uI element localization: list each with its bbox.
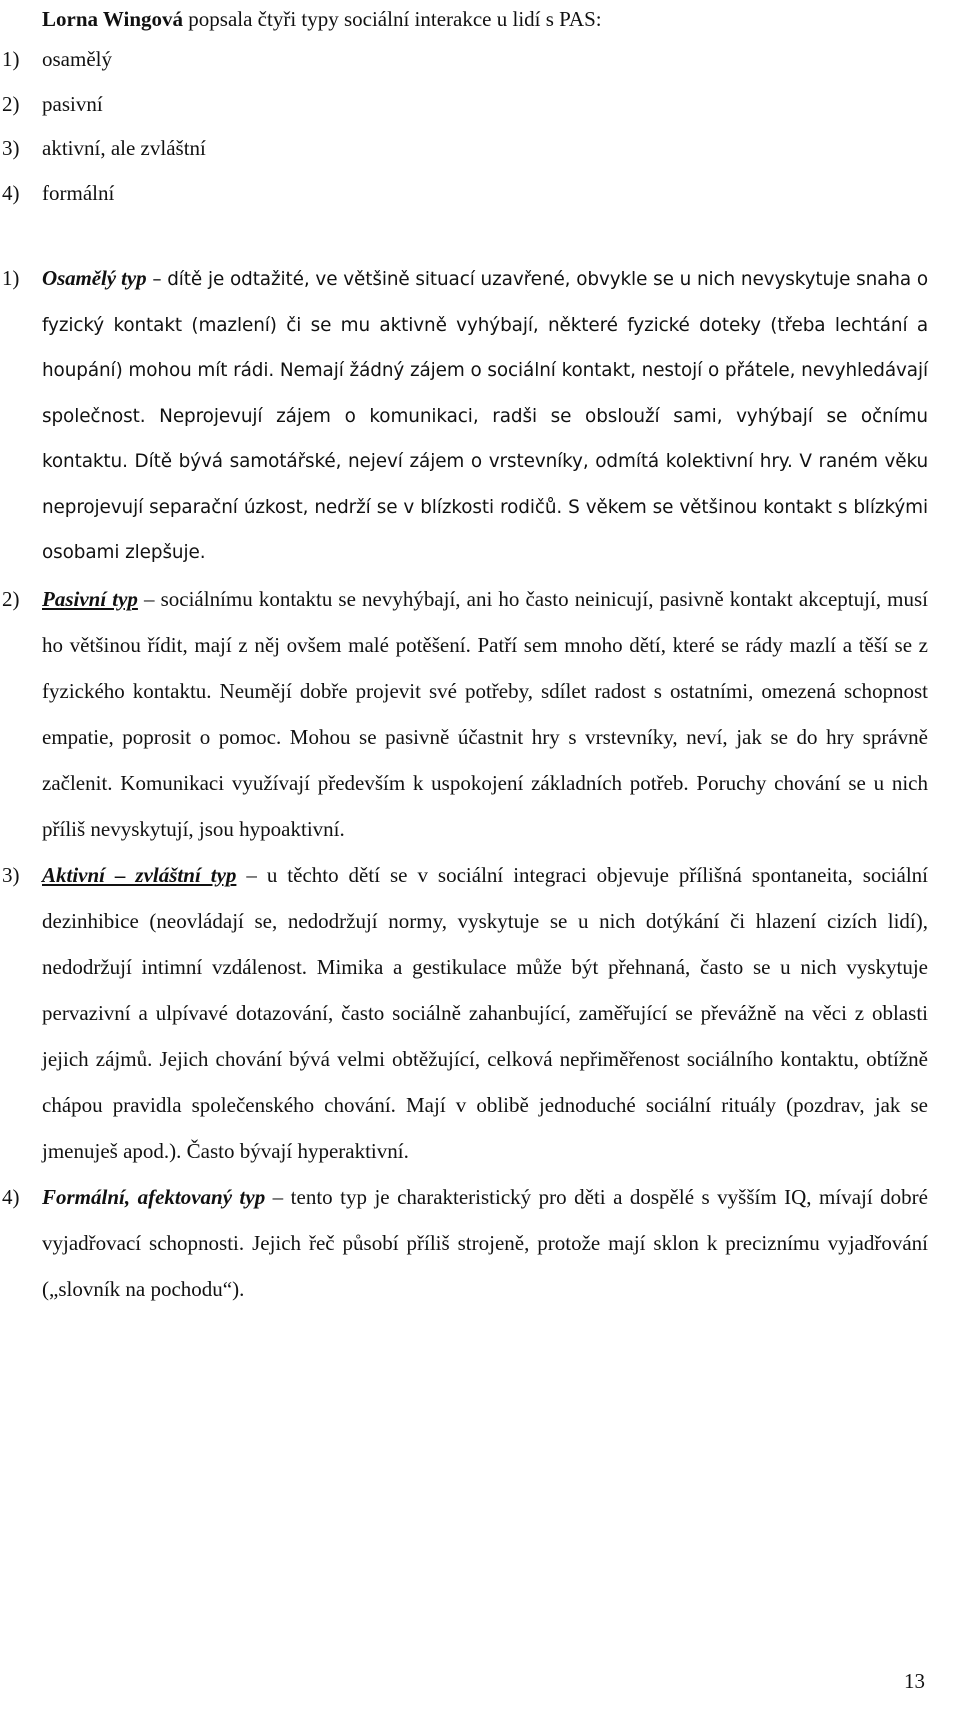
list-item — [2, 131, 206, 176]
list-item-label: pasivní — [42, 91, 103, 116]
types-list — [2, 42, 206, 220]
description-number: 4) — [2, 1184, 20, 1209]
description-number: 2) — [2, 586, 20, 611]
list-item — [2, 176, 206, 221]
list-item-number: 2) — [2, 91, 20, 116]
description-lonely-type — [0, 256, 928, 576]
description-passive-type — [0, 576, 928, 852]
description-active-odd-type — [0, 852, 928, 1174]
description-title: Formální, afektovaný typ — [42, 1184, 266, 1209]
list-item — [2, 87, 206, 132]
description-text: – sociálnímu kontaktu se nevyhýbají, ani ho často neinicují, pasivně kontakt akceptují, musí ho většinou řídit, mají z něj ovšem malé potěšení. Patří sem mnoho dětí, které se rády mazlí a těší se z fyzického kontaktu. Neumějí dobře projevit své potřeby, sdílet radost s ostatními, omezená schopnost empatie, poprosit o pomoc. Mohou se pasivně účastnit hry s vrstevníky, neví, jak se do hry správně začlenit. Komunikaci využívají především k uspokojení základních potřeb. Poruchy chování se u nich příliš nevyskytují, jsou hypoaktivní. — [42, 586, 928, 841]
list-item-number: 3) — [2, 136, 20, 160]
description-text: – tento typ je charakteristický pro děti a dospělé s vyšším IQ, mívají dobré vyjadřovací schopnosti. Jejich řeč působí příliš strojeně, protože mají sklon k preciznímu vyjadřování („slovník na pochodu“). — [42, 1184, 928, 1301]
description-title: Osamělý typ — [42, 266, 147, 290]
list-item — [2, 42, 206, 87]
list-item-number: 1) — [2, 47, 20, 71]
author-name: Lorna Wingová — [42, 7, 184, 31]
description-formal-type — [0, 1174, 928, 1312]
description-text: – dítě je odtažité, ve většině situací uzavřené, obvykle se u nich nevyskytuje snaha o fyzický kontakt (mazlení) či se mu aktivně vyhýbají, některé fyzické doteky (třeba lechtání a houpání) mohou mít rádi. Nemají žádný zájem o sociální kontakt, nestojí o přátele, nevyhledávají společnost. Neprojevují zájem o komunikaci, radši se obslouží sami, vyhýbají se očnímu kontaktu. Dítě bývá samotářské, nejeví zájem o vrstevníky, odmítá kolektivní hry. V raném věku neprojevují separační úzkost, nedrží se v blízkosti rodičů. S věkem se většinou kontakt s blízkými osobami zlepšuje. — [42, 269, 928, 563]
description-number: 3) — [2, 862, 20, 887]
description-number: 1) — [2, 266, 20, 290]
list-item-label: aktivní, ale zvláštní — [42, 136, 206, 160]
list-item-label: formální — [42, 180, 115, 205]
description-title: Pasivní typ — [42, 586, 138, 611]
list-item-number: 4) — [2, 180, 20, 205]
intro-text: popsala čtyři typy sociální interakce u lidí s PAS: — [183, 7, 602, 31]
intro-paragraph — [42, 4, 602, 35]
list-item-label: osamělý — [42, 47, 112, 71]
page-number: 13 — [904, 1669, 925, 1693]
description-title: Aktivní – zvláštní typ — [42, 862, 237, 887]
description-text: – u těchto dětí se v sociální integraci objevuje přílišná spontaneita, sociální dezinhibice (neovládají se, nedodržují normy, vyskytuje se u nich dotýkání či hlazení cizích lidí), nedodržují intimní vzdálenost. Mimika a gestikulace může být přehnaná, často se u nich vyskytuje pervazivní a ulpívavé dotazování, často sociálně zahanbující, zaměřující se převážně na věci z oblasti jejich zájmů. Jejich chování bývá velmi obtěžující, celková nepřiměřenost sociálního kontaktu, obtížně chápou pravidla společenského chování. Mají v oblibě jednoduché sociální rituály (pozdrav, jak se jmenuješ apod.). Často bývají hyperaktivní. — [42, 862, 929, 1163]
type-descriptions — [0, 256, 960, 1312]
